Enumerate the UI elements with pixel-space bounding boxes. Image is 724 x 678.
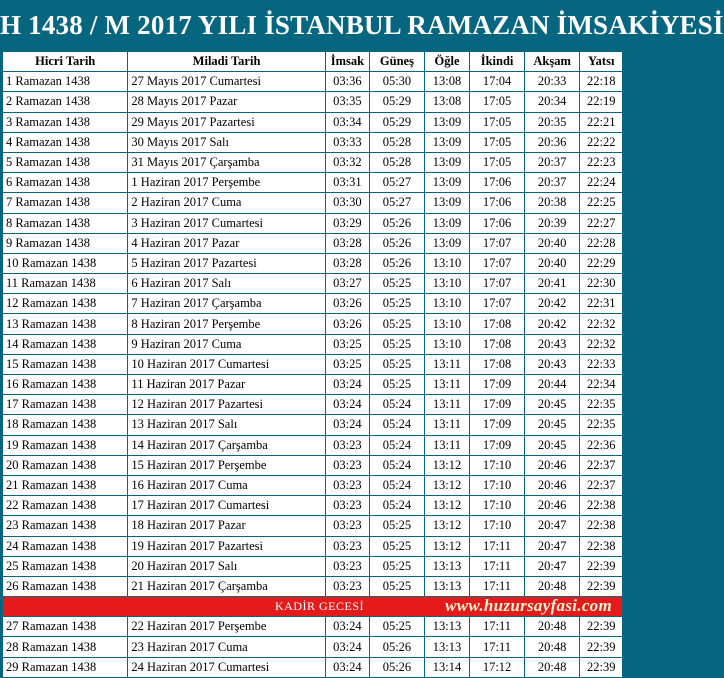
cell-hicri: 6 Ramazan 1438 xyxy=(3,173,127,192)
table-row xyxy=(3,92,622,111)
cell-ikindi: 17:05 xyxy=(470,133,524,152)
cell-yatsi: 22:38 xyxy=(580,516,622,535)
header-hicri: Hicri Tarih xyxy=(3,52,127,71)
cell-yatsi: 22:21 xyxy=(580,113,622,132)
cell-ikindi: 17:10 xyxy=(470,456,524,475)
cell-ikindi: 17:06 xyxy=(470,214,524,233)
cell-imsak: 03:25 xyxy=(326,335,369,354)
cell-miladi: 5 Haziran 2017 Pazartesi xyxy=(128,254,324,273)
cell-miladi: 1 Haziran 2017 Perşembe xyxy=(128,173,324,192)
cell-yatsi: 22:29 xyxy=(580,254,622,273)
cell-aksam: 20:37 xyxy=(525,173,580,192)
header-ogle: Öğle xyxy=(425,52,470,71)
cell-hicri: 20 Ramazan 1438 xyxy=(3,456,127,475)
cell-aksam: 20:34 xyxy=(525,92,580,111)
cell-imsak: 03:36 xyxy=(326,72,369,91)
cell-gunes: 05:29 xyxy=(370,92,424,111)
cell-miladi: 8 Haziran 2017 Perşembe xyxy=(128,314,324,333)
cell-miladi: 13 Haziran 2017 Salı xyxy=(128,415,324,434)
table-row xyxy=(3,658,622,677)
cell-aksam: 20:48 xyxy=(525,637,580,656)
cell-yatsi: 22:34 xyxy=(580,375,622,394)
cell-aksam: 20:37 xyxy=(525,153,580,172)
cell-miladi: 16 Haziran 2017 Cuma xyxy=(128,476,324,495)
cell-ogle: 13:13 xyxy=(425,557,470,576)
cell-aksam: 20:45 xyxy=(525,395,580,414)
cell-hicri: 9 Ramazan 1438 xyxy=(3,234,127,253)
cell-yatsi: 22:22 xyxy=(580,133,622,152)
table-row xyxy=(3,274,622,293)
cell-miladi: 29 Mayıs 2017 Pazartesi xyxy=(128,113,324,132)
cell-ikindi: 17:11 xyxy=(470,577,524,596)
cell-miladi: 24 Haziran 2017 Cumartesi xyxy=(128,658,324,677)
cell-imsak: 03:24 xyxy=(326,375,369,394)
cell-aksam: 20:48 xyxy=(525,577,580,596)
cell-gunes: 05:27 xyxy=(370,193,424,212)
cell-gunes: 05:25 xyxy=(370,537,424,556)
cell-imsak: 03:28 xyxy=(326,234,369,253)
cell-ikindi: 17:07 xyxy=(470,254,524,273)
cell-yatsi: 22:39 xyxy=(580,617,622,636)
cell-ikindi: 17:10 xyxy=(470,476,524,495)
page-title: H 1438 / M 2017 YILI İSTANBUL RAMAZAN İMSAKİYESİ xyxy=(0,10,724,40)
cell-gunes: 05:25 xyxy=(370,617,424,636)
cell-hicri: 15 Ramazan 1438 xyxy=(3,355,127,374)
cell-miladi: 12 Haziran 2017 Pazartesi xyxy=(128,395,324,414)
header-ikindi: İkindi xyxy=(470,52,524,71)
cell-yatsi: 22:19 xyxy=(580,92,622,111)
table-row xyxy=(3,557,622,576)
cell-ogle: 13:11 xyxy=(425,355,470,374)
cell-miladi: 22 Haziran 2017 Perşembe xyxy=(128,617,324,636)
cell-aksam: 20:46 xyxy=(525,496,580,515)
table-row xyxy=(3,395,622,414)
cell-miladi: 2 Haziran 2017 Cuma xyxy=(128,193,324,212)
cell-aksam: 20:42 xyxy=(525,294,580,313)
cell-hicri: 3 Ramazan 1438 xyxy=(3,113,127,132)
cell-aksam: 20:36 xyxy=(525,133,580,152)
cell-ogle: 13:10 xyxy=(425,254,470,273)
table-row xyxy=(3,153,622,172)
cell-ikindi: 17:05 xyxy=(470,113,524,132)
cell-miladi: 19 Haziran 2017 Pazartesi xyxy=(128,537,324,556)
cell-miladi: 21 Haziran 2017 Çarşamba xyxy=(128,577,324,596)
table-row xyxy=(3,516,622,535)
cell-miladi: 23 Haziran 2017 Cuma xyxy=(128,637,324,656)
table-row xyxy=(3,254,622,273)
cell-hicri: 13 Ramazan 1438 xyxy=(3,314,127,333)
cell-ogle: 13:09 xyxy=(425,234,470,253)
cell-gunes: 05:30 xyxy=(370,72,424,91)
cell-ogle: 13:12 xyxy=(425,537,470,556)
cell-miladi: 10 Haziran 2017 Cumartesi xyxy=(128,355,324,374)
cell-imsak: 03:24 xyxy=(326,658,369,677)
header-yatsi: Yatsı xyxy=(580,52,622,71)
cell-miladi: 30 Mayıs 2017 Salı xyxy=(128,133,324,152)
cell-ogle: 13:10 xyxy=(425,335,470,354)
cell-gunes: 05:28 xyxy=(370,153,424,172)
cell-aksam: 20:46 xyxy=(525,476,580,495)
cell-yatsi: 22:24 xyxy=(580,173,622,192)
cell-hicri: 4 Ramazan 1438 xyxy=(3,133,127,152)
cell-imsak: 03:23 xyxy=(326,537,369,556)
table-row xyxy=(3,476,622,495)
cell-ogle: 13:11 xyxy=(425,415,470,434)
cell-imsak: 03:23 xyxy=(326,456,369,475)
cell-imsak: 03:27 xyxy=(326,274,369,293)
cell-yatsi: 22:32 xyxy=(580,335,622,354)
cell-imsak: 03:31 xyxy=(326,173,369,192)
cell-gunes: 05:25 xyxy=(370,557,424,576)
cell-aksam: 20:38 xyxy=(525,193,580,212)
website-watermark: www.huzursayfasi.com xyxy=(445,596,612,616)
table-row xyxy=(3,496,622,515)
cell-imsak: 03:23 xyxy=(326,476,369,495)
cell-imsak: 03:28 xyxy=(326,254,369,273)
cell-ogle: 13:11 xyxy=(425,436,470,455)
cell-gunes: 05:25 xyxy=(370,375,424,394)
cell-ogle: 13:13 xyxy=(425,617,470,636)
cell-yatsi: 22:18 xyxy=(580,72,622,91)
cell-miladi: 27 Mayıs 2017 Cumartesi xyxy=(128,72,324,91)
cell-ikindi: 17:11 xyxy=(470,537,524,556)
cell-gunes: 05:27 xyxy=(370,173,424,192)
cell-aksam: 20:33 xyxy=(525,72,580,91)
cell-yatsi: 22:38 xyxy=(580,496,622,515)
cell-imsak: 03:33 xyxy=(326,133,369,152)
cell-yatsi: 22:37 xyxy=(580,456,622,475)
cell-aksam: 20:35 xyxy=(525,113,580,132)
cell-hicri: 2 Ramazan 1438 xyxy=(3,92,127,111)
cell-hicri: 19 Ramazan 1438 xyxy=(3,436,127,455)
cell-yatsi: 22:37 xyxy=(580,476,622,495)
cell-miladi: 28 Mayıs 2017 Pazar xyxy=(128,92,324,111)
cell-yatsi: 22:39 xyxy=(580,637,622,656)
cell-gunes: 05:24 xyxy=(370,456,424,475)
cell-gunes: 05:24 xyxy=(370,496,424,515)
cell-ikindi: 17:10 xyxy=(470,516,524,535)
table-row xyxy=(3,193,622,212)
cell-ikindi: 17:04 xyxy=(470,72,524,91)
cell-imsak: 03:23 xyxy=(326,436,369,455)
kadir-gecesi-label: KADİR GECESİ xyxy=(275,599,364,614)
table-row xyxy=(3,72,622,91)
table-row xyxy=(3,436,622,455)
cell-hicri: 24 Ramazan 1438 xyxy=(3,537,127,556)
cell-ogle: 13:09 xyxy=(425,193,470,212)
cell-imsak: 03:24 xyxy=(326,415,369,434)
rows-after-kadir xyxy=(3,617,622,677)
cell-hicri: 7 Ramazan 1438 xyxy=(3,193,127,212)
cell-aksam: 20:45 xyxy=(525,436,580,455)
cell-miladi: 3 Haziran 2017 Cumartesi xyxy=(128,214,324,233)
cell-aksam: 20:41 xyxy=(525,274,580,293)
cell-gunes: 05:24 xyxy=(370,476,424,495)
cell-hicri: 10 Ramazan 1438 xyxy=(3,254,127,273)
cell-ogle: 13:09 xyxy=(425,133,470,152)
cell-imsak: 03:26 xyxy=(326,314,369,333)
cell-hicri: 27 Ramazan 1438 xyxy=(3,617,127,636)
cell-aksam: 20:47 xyxy=(525,516,580,535)
header-imsak: İmsak xyxy=(326,52,369,71)
table-row xyxy=(3,234,622,253)
cell-yatsi: 22:35 xyxy=(580,395,622,414)
cell-gunes: 05:24 xyxy=(370,436,424,455)
header-aksam: Akşam xyxy=(525,52,580,71)
cell-yatsi: 22:25 xyxy=(580,193,622,212)
cell-yatsi: 22:30 xyxy=(580,274,622,293)
cell-gunes: 05:26 xyxy=(370,254,424,273)
cell-ikindi: 17:06 xyxy=(470,173,524,192)
cell-hicri: 28 Ramazan 1438 xyxy=(3,637,127,656)
cell-imsak: 03:23 xyxy=(326,496,369,515)
header-gunes: Güneş xyxy=(370,52,424,71)
cell-ogle: 13:11 xyxy=(425,375,470,394)
table-row xyxy=(3,133,622,152)
cell-hicri: 25 Ramazan 1438 xyxy=(3,557,127,576)
cell-aksam: 20:48 xyxy=(525,658,580,677)
cell-yatsi: 22:31 xyxy=(580,294,622,313)
cell-ogle: 13:12 xyxy=(425,476,470,495)
cell-gunes: 05:29 xyxy=(370,113,424,132)
cell-miladi: 11 Haziran 2017 Pazar xyxy=(128,375,324,394)
cell-ogle: 13:09 xyxy=(425,214,470,233)
cell-gunes: 05:24 xyxy=(370,395,424,414)
cell-ikindi: 17:09 xyxy=(470,375,524,394)
table-row xyxy=(3,173,622,192)
cell-hicri: 22 Ramazan 1438 xyxy=(3,496,127,515)
cell-gunes: 05:25 xyxy=(370,355,424,374)
cell-ogle: 13:10 xyxy=(425,314,470,333)
cell-yatsi: 22:39 xyxy=(580,658,622,677)
cell-gunes: 05:24 xyxy=(370,415,424,434)
cell-hicri: 21 Ramazan 1438 xyxy=(3,476,127,495)
cell-ikindi: 17:12 xyxy=(470,658,524,677)
cell-ogle: 13:10 xyxy=(425,294,470,313)
table-row xyxy=(3,577,622,596)
cell-gunes: 05:26 xyxy=(370,234,424,253)
cell-gunes: 05:26 xyxy=(370,658,424,677)
cell-ogle: 13:12 xyxy=(425,516,470,535)
cell-ogle: 13:13 xyxy=(425,577,470,596)
cell-yatsi: 22:32 xyxy=(580,314,622,333)
cell-gunes: 05:26 xyxy=(370,637,424,656)
kadir-section xyxy=(3,597,622,616)
cell-aksam: 20:48 xyxy=(525,617,580,636)
cell-ikindi: 17:11 xyxy=(470,557,524,576)
table-header-row xyxy=(3,52,622,71)
table-row xyxy=(3,375,622,394)
cell-aksam: 20:44 xyxy=(525,375,580,394)
cell-hicri: 16 Ramazan 1438 xyxy=(3,375,127,394)
cell-miladi: 15 Haziran 2017 Perşembe xyxy=(128,456,324,475)
cell-ogle: 13:12 xyxy=(425,496,470,515)
cell-imsak: 03:32 xyxy=(326,153,369,172)
cell-hicri: 23 Ramazan 1438 xyxy=(3,516,127,535)
cell-ogle: 13:14 xyxy=(425,658,470,677)
cell-ogle: 13:13 xyxy=(425,637,470,656)
cell-ogle: 13:09 xyxy=(425,153,470,172)
cell-aksam: 20:45 xyxy=(525,415,580,434)
cell-ogle: 13:09 xyxy=(425,173,470,192)
cell-gunes: 05:25 xyxy=(370,274,424,293)
cell-yatsi: 22:35 xyxy=(580,415,622,434)
cell-imsak: 03:23 xyxy=(326,557,369,576)
table-row xyxy=(3,637,622,656)
cell-hicri: 14 Ramazan 1438 xyxy=(3,335,127,354)
cell-gunes: 05:25 xyxy=(370,335,424,354)
cell-hicri: 17 Ramazan 1438 xyxy=(3,395,127,414)
cell-yatsi: 22:28 xyxy=(580,234,622,253)
cell-aksam: 20:43 xyxy=(525,355,580,374)
cell-yatsi: 22:38 xyxy=(580,537,622,556)
cell-ikindi: 17:05 xyxy=(470,92,524,111)
cell-aksam: 20:40 xyxy=(525,254,580,273)
cell-gunes: 05:25 xyxy=(370,577,424,596)
cell-aksam: 20:47 xyxy=(525,557,580,576)
cell-miladi: 31 Mayıs 2017 Çarşamba xyxy=(128,153,324,172)
cell-imsak: 03:25 xyxy=(326,355,369,374)
table-row xyxy=(3,314,622,333)
cell-miladi: 20 Haziran 2017 Salı xyxy=(128,557,324,576)
cell-ikindi: 17:07 xyxy=(470,294,524,313)
cell-miladi: 17 Haziran 2017 Cumartesi xyxy=(128,496,324,515)
cell-ikindi: 17:05 xyxy=(470,153,524,172)
cell-yatsi: 22:27 xyxy=(580,214,622,233)
cell-ogle: 13:10 xyxy=(425,274,470,293)
cell-aksam: 20:40 xyxy=(525,234,580,253)
cell-imsak: 03:23 xyxy=(326,516,369,535)
cell-imsak: 03:24 xyxy=(326,617,369,636)
cell-gunes: 05:28 xyxy=(370,133,424,152)
cell-yatsi: 22:33 xyxy=(580,355,622,374)
kadir-cell xyxy=(3,597,622,616)
cell-ikindi: 17:09 xyxy=(470,436,524,455)
cell-ikindi: 17:08 xyxy=(470,335,524,354)
cell-ikindi: 17:08 xyxy=(470,314,524,333)
cell-hicri: 1 Ramazan 1438 xyxy=(3,72,127,91)
table-row xyxy=(3,617,622,636)
cell-aksam: 20:42 xyxy=(525,314,580,333)
cell-gunes: 05:25 xyxy=(370,294,424,313)
table-row xyxy=(3,456,622,475)
kadir-gecesi-row xyxy=(3,597,622,616)
table-row xyxy=(3,113,622,132)
cell-hicri: 29 Ramazan 1438 xyxy=(3,658,127,677)
cell-imsak: 03:23 xyxy=(326,577,369,596)
cell-ogle: 13:12 xyxy=(425,456,470,475)
header-miladi: Miladi Tarih xyxy=(128,52,324,71)
cell-miladi: 4 Haziran 2017 Pazar xyxy=(128,234,324,253)
cell-ikindi: 17:07 xyxy=(470,234,524,253)
cell-miladi: 9 Haziran 2017 Cuma xyxy=(128,335,324,354)
cell-hicri: 12 Ramazan 1438 xyxy=(3,294,127,313)
cell-aksam: 20:39 xyxy=(525,214,580,233)
cell-ikindi: 17:08 xyxy=(470,355,524,374)
cell-yatsi: 22:36 xyxy=(580,436,622,455)
cell-aksam: 20:43 xyxy=(525,335,580,354)
cell-imsak: 03:34 xyxy=(326,113,369,132)
cell-gunes: 05:26 xyxy=(370,214,424,233)
cell-yatsi: 22:39 xyxy=(580,557,622,576)
table-row xyxy=(3,355,622,374)
table-row xyxy=(3,537,622,556)
cell-miladi: 6 Haziran 2017 Salı xyxy=(128,274,324,293)
cell-ogle: 13:08 xyxy=(425,72,470,91)
cell-hicri: 8 Ramazan 1438 xyxy=(3,214,127,233)
cell-ikindi: 17:11 xyxy=(470,617,524,636)
cell-hicri: 5 Ramazan 1438 xyxy=(3,153,127,172)
table-row xyxy=(3,214,622,233)
cell-yatsi: 22:39 xyxy=(580,577,622,596)
cell-imsak: 03:24 xyxy=(326,395,369,414)
cell-miladi: 7 Haziran 2017 Çarşamba xyxy=(128,294,324,313)
cell-miladi: 14 Haziran 2017 Çarşamba xyxy=(128,436,324,455)
cell-aksam: 20:47 xyxy=(525,537,580,556)
cell-imsak: 03:26 xyxy=(326,294,369,313)
rows-before-kadir xyxy=(3,72,622,596)
cell-yatsi: 22:23 xyxy=(580,153,622,172)
cell-imsak: 03:29 xyxy=(326,214,369,233)
cell-hicri: 18 Ramazan 1438 xyxy=(3,415,127,434)
cell-ikindi: 17:11 xyxy=(470,637,524,656)
cell-hicri: 11 Ramazan 1438 xyxy=(3,274,127,293)
cell-ogle: 13:11 xyxy=(425,395,470,414)
cell-ikindi: 17:10 xyxy=(470,496,524,515)
cell-ikindi: 17:07 xyxy=(470,274,524,293)
cell-imsak: 03:30 xyxy=(326,193,369,212)
cell-miladi: 18 Haziran 2017 Pazar xyxy=(128,516,324,535)
cell-imsak: 03:35 xyxy=(326,92,369,111)
cell-ogle: 13:08 xyxy=(425,92,470,111)
table-row xyxy=(3,335,622,354)
cell-imsak: 03:24 xyxy=(326,637,369,656)
table-row xyxy=(3,415,622,434)
cell-hicri: 26 Ramazan 1438 xyxy=(3,577,127,596)
cell-gunes: 05:25 xyxy=(370,516,424,535)
cell-aksam: 20:46 xyxy=(525,456,580,475)
cell-ikindi: 17:09 xyxy=(470,395,524,414)
cell-ikindi: 17:09 xyxy=(470,415,524,434)
cell-ogle: 13:09 xyxy=(425,113,470,132)
cell-gunes: 05:25 xyxy=(370,314,424,333)
cell-ikindi: 17:06 xyxy=(470,193,524,212)
schedule-table xyxy=(2,51,623,678)
table-row xyxy=(3,294,622,313)
